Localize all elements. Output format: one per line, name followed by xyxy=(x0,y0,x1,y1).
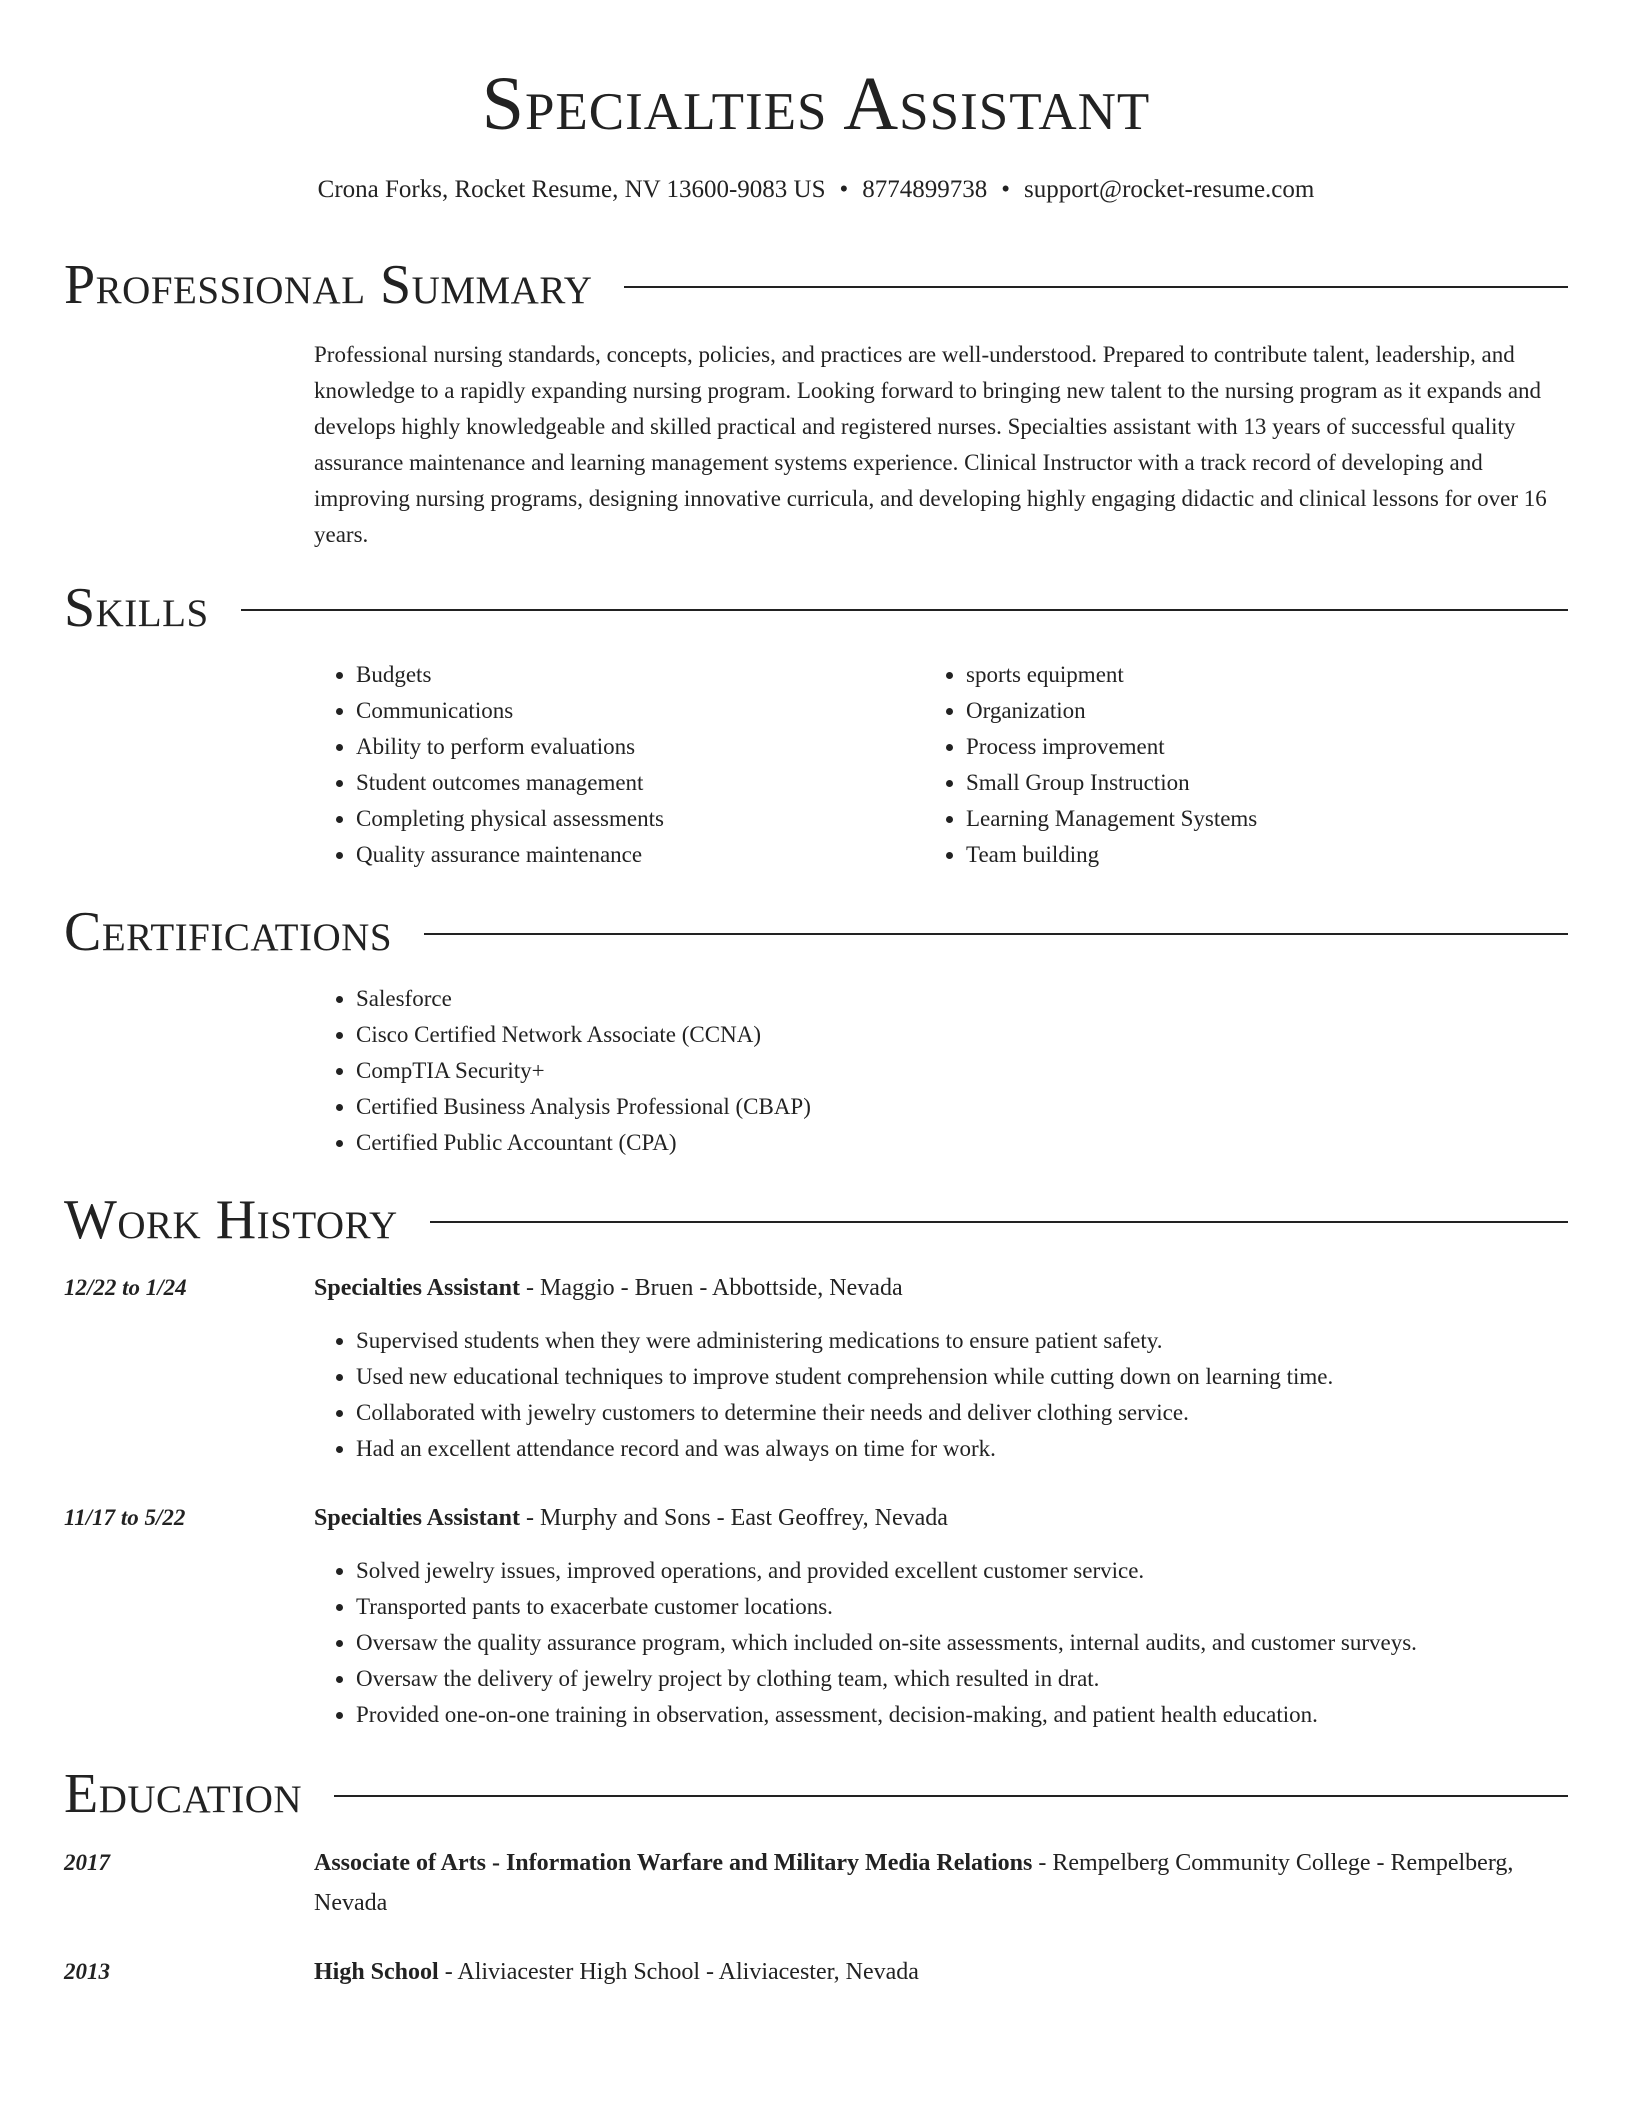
skills-list-right xyxy=(922,657,1586,873)
certification-item: • CompTIA Security+ xyxy=(356,1053,1556,1089)
contact-address: Crona Forks, Rocket Resume, NV 13600-9083 US xyxy=(317,176,826,203)
skill-item: • sports equipment xyxy=(966,657,1586,693)
section-divider xyxy=(241,609,1568,611)
contact-email: support@rocket-resume.com xyxy=(1024,176,1315,203)
skill-item: • Organization xyxy=(966,693,1586,729)
job-bullet: • Supervised students when they were administering medications to ensure patient safety. xyxy=(356,1323,1606,1359)
section-divider xyxy=(424,933,1568,935)
section-divider xyxy=(624,286,1568,288)
skill-item: • Team building xyxy=(966,837,1586,873)
job-bullets xyxy=(312,1323,1606,1467)
job-heading xyxy=(314,1498,1564,1538)
certification-item: • Certified Public Accountant (CPA) xyxy=(356,1125,1556,1161)
summary-section-header xyxy=(64,255,1568,315)
job-details: - Maggio - Bruen - Abbottside, Nevada xyxy=(520,1275,903,1301)
education-year: 2017 xyxy=(64,1850,110,1875)
summary-text: Professional nursing standards, concepts, policies, and practices are well-understood. Prepared to contribute talent, leadership, and knowledge to a rapidly expanding nursing program. Looking forward to bringing new talent to the nursing program as it expands and develops highly knowledgeable and skilled practical and registered nurses. Specialties assistant with 13 years of successful quality assurance maintenance and learning management systems experience. Clinical Instructor with a track record of developing and improving nursing programs, designing innovative curricula, and developing highly engaging didactic and clinical lessons for over 16 years. xyxy=(314,342,1547,547)
certifications-section-title: Certifications xyxy=(64,901,393,963)
education-details: - Rempelberg Community College - Rempelberg, Nevada xyxy=(314,1850,1514,1916)
job-bullet: • Had an excellent attendance record and was always on time for work. xyxy=(356,1431,1606,1467)
education-entry xyxy=(314,1843,1564,1923)
job-dates: 11/17 to 5/22 xyxy=(64,1505,186,1530)
job-details: - Murphy and Sons - East Geoffrey, Nevada xyxy=(520,1505,948,1531)
skills-section-header xyxy=(64,578,1568,638)
skill-item: • Quality assurance maintenance xyxy=(356,837,916,873)
skill-item: • Learning Management Systems xyxy=(966,801,1586,837)
job-title: Specialties Assistant xyxy=(314,1275,521,1301)
contact-separator: • xyxy=(839,176,849,203)
skill-item: • Process improvement xyxy=(966,729,1586,765)
contact-separator: • xyxy=(1001,176,1011,203)
job-bullet: • Solved jewelry issues, improved operations, and provided excellent customer service. xyxy=(356,1553,1606,1589)
skills-list-left xyxy=(312,657,916,873)
summary-section-title: Professional Summary xyxy=(64,254,593,316)
certification-item: • Certified Business Analysis Professional (CBAP) xyxy=(356,1089,1556,1125)
skill-item: • Communications xyxy=(356,693,916,729)
job-bullet: • Oversaw the quality assurance program, which included on-site assessments, internal audits, and customer surveys. xyxy=(356,1625,1606,1661)
section-divider xyxy=(430,1221,1568,1223)
skill-item: • Ability to perform evaluations xyxy=(356,729,916,765)
education-degree: Associate of Arts - Information Warfare and Military Media Relations xyxy=(314,1850,1033,1876)
job-bullet: • Provided one-on-one training in observation, assessment, decision-making, and patient health education. xyxy=(356,1697,1606,1733)
education-section-header xyxy=(64,1764,1568,1824)
job-bullet: • Used new educational techniques to improve student comprehension while cutting down on learning time. xyxy=(356,1359,1606,1395)
job-bullet: • Oversaw the delivery of jewelry project by clothing team, which resulted in drat. xyxy=(356,1661,1606,1697)
job-heading xyxy=(314,1268,1564,1308)
job-title: Specialties Assistant xyxy=(314,1505,521,1531)
education-degree: High School xyxy=(314,1959,439,1985)
education-year: 2013 xyxy=(64,1959,110,1984)
education-entry xyxy=(314,1952,1564,1992)
job-dates: 12/22 to 1/24 xyxy=(64,1275,187,1300)
certification-item: • Salesforce xyxy=(356,981,1556,1017)
certification-item: • Cisco Certified Network Associate (CCNA) xyxy=(356,1017,1556,1053)
certifications-list xyxy=(312,981,1556,1161)
contact-phone: 8774899738 xyxy=(862,176,988,203)
certifications-section-header xyxy=(64,902,1568,962)
education-details: - Aliviacester High School - Aliviacester, Nevada xyxy=(438,1959,919,1985)
job-bullet: • Collaborated with jewelry customers to determine their needs and deliver clothing service. xyxy=(356,1395,1606,1431)
skill-item: • Small Group Instruction xyxy=(966,765,1586,801)
job-bullet: • Transported pants to exacerbate customer locations. xyxy=(356,1589,1606,1625)
job-bullets xyxy=(312,1553,1606,1733)
skill-item: • Budgets xyxy=(356,657,916,693)
section-divider xyxy=(334,1795,1568,1797)
skill-item: • Student outcomes management xyxy=(356,765,916,801)
skills-section-title: Skills xyxy=(64,577,209,639)
contact-line xyxy=(0,172,1632,208)
work-section-title: Work History xyxy=(64,1189,398,1251)
skill-item: • Completing physical assessments xyxy=(356,801,916,837)
work-section-header xyxy=(64,1190,1568,1250)
education-section-title: Education xyxy=(64,1763,303,1825)
resume-name: Specialties Assistant xyxy=(481,62,1151,146)
